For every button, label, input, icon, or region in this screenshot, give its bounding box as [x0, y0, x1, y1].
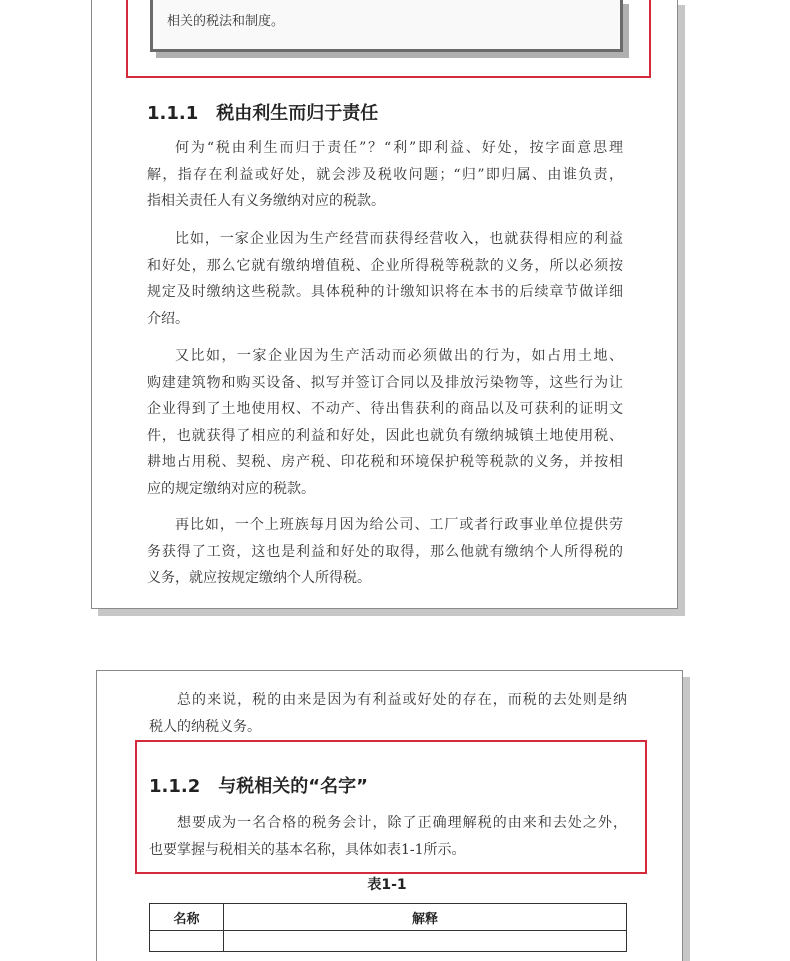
section-heading-1-1-1: [147, 99, 378, 125]
table-header-row: [150, 904, 627, 931]
paragraph-line: 再比如，一个上班族每月因为给公司、工厂或者行政事业单位提供劳: [175, 517, 623, 533]
paragraph-line: 购建建筑物和购买设备、拟写并签订合同以及排放污染物等，这些行为让: [147, 374, 623, 391]
section-number: 1.1.1: [147, 103, 199, 124]
paragraph: [149, 810, 627, 863]
section-title: 与税相关的“名字”: [218, 776, 368, 797]
paragraph-line: 件，也就获得了相应的利益和好处，因此也就负有缴纳城镇土地使用税、: [147, 427, 623, 444]
paragraph-line: 总的来说，税的由来是因为有利益或好处的存在，而税的去处则是纳: [177, 692, 627, 708]
paragraph-line: 何为“税由利生而归于责任”？“利”即利益、好处，按字面意思理: [175, 140, 623, 156]
note-text: 相关的税法和制度。: [167, 14, 285, 29]
paragraph: [147, 512, 623, 592]
paragraph-line: 企业得到了土地使用权、不动产、待出售获利的商品以及可获利的证明文: [147, 401, 623, 417]
paragraph-line: 介绍。: [147, 310, 189, 327]
section-number: 1.1.2: [149, 776, 201, 797]
note-box: [150, 0, 623, 52]
paragraph-line: 应的规定缴纳对应的税款。: [147, 480, 315, 497]
page-1: [91, 0, 678, 609]
paragraph-line: 比如，一家企业因为生产经营而获得经营收入，也就获得相应的利益: [175, 231, 623, 247]
paragraph-line: 又比如，一家企业因为生产活动而必须做出的行为，如占用土地、: [175, 348, 623, 364]
terms-table: [149, 903, 627, 952]
table-cell: [150, 931, 224, 952]
page-2: [96, 670, 683, 961]
table-row: [150, 931, 627, 952]
table-header-name: 名称: [150, 904, 224, 931]
paragraph-line: 也要掌握与税相关的基本名称，具体如表1-1所示。: [149, 841, 466, 858]
section-title: 税由利生而归于责任: [216, 103, 379, 124]
paragraph-line: 指相关责任人有义务缴纳对应的税款。: [147, 193, 385, 209]
paragraph: [147, 226, 623, 332]
paragraph-line: 税人的纳税义务。: [149, 718, 261, 735]
paragraph-line: 耕地占用税、契税、房产税、印花税和环境保护税等税款的义务，并按相: [147, 454, 623, 470]
table-caption: 表1-1: [367, 877, 407, 893]
section-heading-1-1-2: [149, 772, 368, 798]
paragraph-line: 想要成为一名合格的税务会计，除了正确理解税的由来和去处之外，: [177, 815, 627, 831]
paragraph: [147, 135, 623, 215]
paragraph-line: 解，指存在利益或好处，就会涉及税收问题；“归”即归属、由谁负责，: [147, 166, 623, 183]
paragraph-line: 义务，就应按规定缴纳个人所得税。: [147, 570, 371, 586]
paragraph-line: 务获得了工资，这也是利益和好处的取得，那么他就有缴纳个人所得税的: [147, 543, 623, 560]
highlight-box-section: [135, 740, 647, 874]
table-header-explanation: 解释: [224, 904, 627, 931]
paragraph-line: 规定及时缴纳这些税款。具体税种的计缴知识将在本书的后续章节做详细: [147, 284, 623, 300]
paragraph-line: 和好处，那么它就有缴纳增值税、企业所得税等税款的义务，所以必须按: [147, 257, 623, 274]
paragraph: [149, 687, 627, 740]
table-cell: [224, 931, 627, 952]
highlight-box-note: [126, 0, 651, 78]
paragraph: [147, 343, 623, 502]
